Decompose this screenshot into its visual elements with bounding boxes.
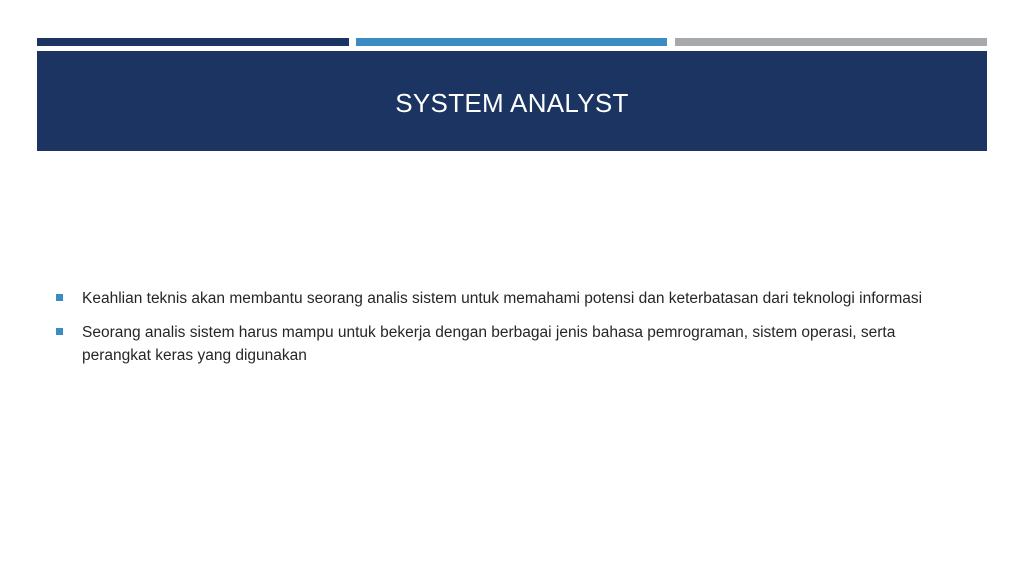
accent-bar-blue — [356, 38, 667, 46]
accent-bar-gray — [675, 38, 987, 46]
bullet-list — [56, 287, 956, 367]
title-band — [37, 51, 987, 151]
accent-bar-navy — [37, 38, 349, 46]
bullet-text: Keahlian teknis akan membantu seorang analis sistem untuk memahami potensi dan keterbatasan dari teknologi informasi — [82, 290, 923, 307]
slide-content — [56, 287, 956, 378]
square-bullet-icon — [56, 328, 63, 335]
bullet-item — [56, 321, 956, 367]
square-bullet-icon — [56, 294, 63, 301]
bullet-text: Seorang analis sistem harus mampu untuk bekerja dengan berbagai jenis bahasa pemrograman, sistem operasi, serta perangkat keras yang digunakan — [82, 324, 896, 364]
slide-title: SYSTEM ANALYST — [395, 87, 629, 118]
bullet-item — [56, 287, 956, 310]
